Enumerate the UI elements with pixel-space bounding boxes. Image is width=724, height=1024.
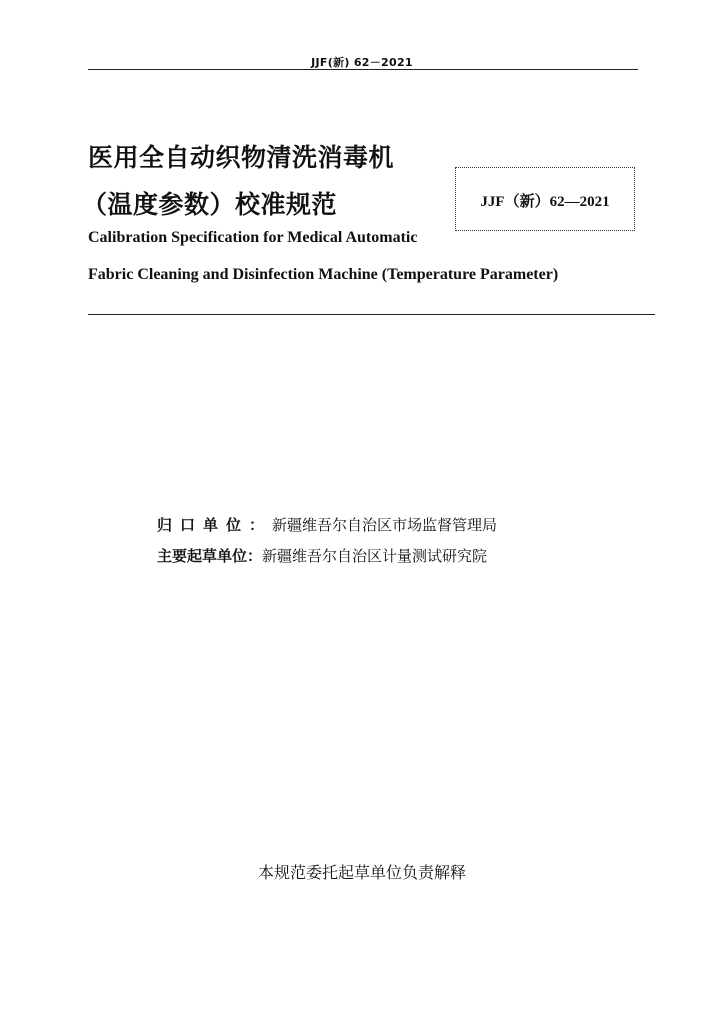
header-divider bbox=[88, 69, 638, 70]
interpretation-note: 本规范委托起草单位负责解释 bbox=[257, 863, 466, 882]
title-chinese-line-1: 医用全自动织物清洗消毒机 bbox=[88, 143, 395, 172]
title-divider bbox=[88, 314, 655, 315]
title-english-line-1: Calibration Specification for Medical Automatic bbox=[88, 229, 418, 246]
title-english-line-2: Fabric Cleaning and Disinfection Machine (Temperature Parameter) bbox=[88, 266, 559, 283]
org-value-drafting-unit: 新疆维吾尔自治区计量测试研究院 bbox=[262, 547, 488, 565]
org-label-drafting-unit: 主要起草单位： bbox=[157, 547, 263, 565]
org-label-responsible-unit: 归口单位： bbox=[157, 516, 273, 534]
org-row-drafting-unit bbox=[157, 545, 487, 566]
standard-code: JJF（新）62—2021 bbox=[480, 194, 610, 210]
org-value-responsible-unit: 新疆维吾尔自治区市场监督管理局 bbox=[272, 516, 498, 534]
header-standard-code: JJF(新) 62－2021 bbox=[311, 56, 413, 69]
title-chinese-line-2: （温度参数）校准规范 bbox=[82, 190, 338, 219]
org-row-responsible-unit bbox=[157, 514, 497, 535]
standard-code-box bbox=[455, 167, 635, 231]
